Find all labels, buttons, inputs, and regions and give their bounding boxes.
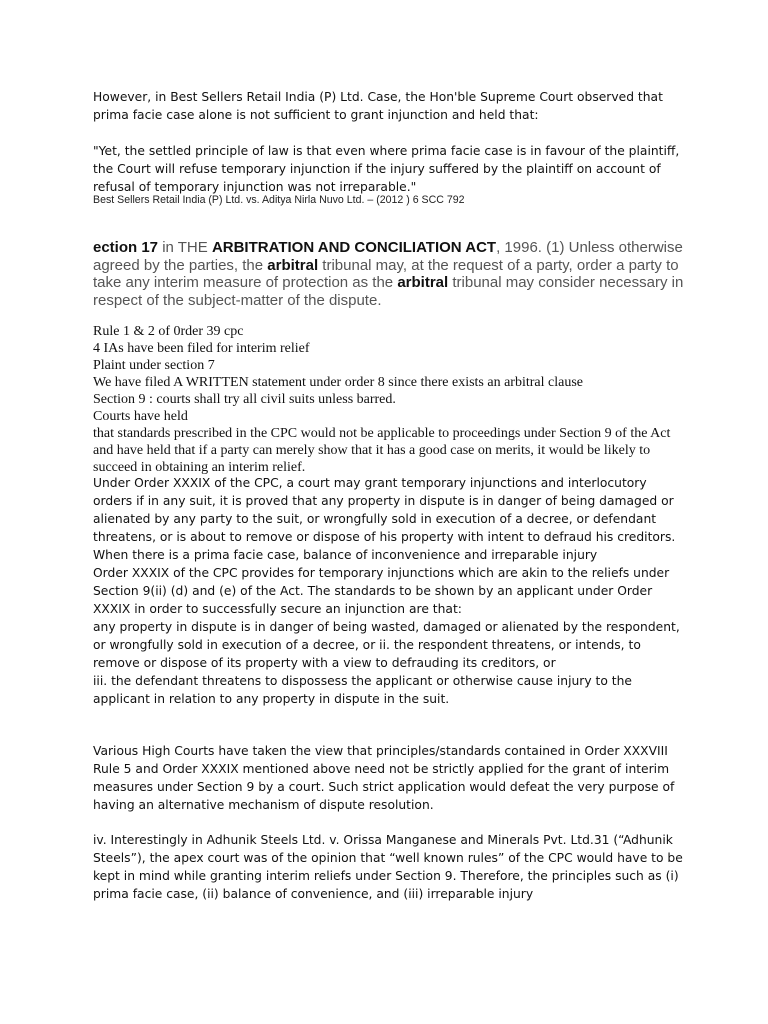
high-courts-text: Various High Courts have taken the view that principles/standards contained in Order XXXVIII Rule 5 and Order XXXIX mentioned above need not be strictly applied for the grant of interim measures under Section 9 by a court. Such strict application would defeat the very purpose of having an alternative mechanism of dispute resolution. xyxy=(93,744,675,812)
note-line: Rule 1 & 2 of 0rder 39 cpc xyxy=(93,324,244,339)
act-mid-text: tribunal may, at the request of a party, order a party to take any interim measure of protection as the xyxy=(93,256,679,291)
quote-text: "Yet, the settled principle of law is that even where prima facie case is in favour of the plaintiff, the Court will refuse temporary injunction if the injury suffered by the plaintiff on account of refusal of temporary injunction was not irreparable." xyxy=(93,144,680,194)
citation xyxy=(93,194,685,207)
note-line: Section 9 : courts shall try all civil suits unless barred. xyxy=(93,392,396,407)
intro-text: However, in Best Sellers Retail India (P) Ltd. Case, the Hon'ble Supreme Court observed that prima facie case alone is not sufficient to grant injunction and held that: xyxy=(93,90,663,122)
note-line: Plaint under section 7 xyxy=(93,358,215,373)
standard-b-paragraph: iii. the defendant threatens to dispossess the applicant or otherwise cause injury to the applicant in relation to any property in dispute in the suit. xyxy=(93,674,632,706)
notes-block xyxy=(93,323,685,476)
note-line: We have filed A WRITTEN statement under order 8 since there exists an arbitral clause xyxy=(93,375,583,390)
act-year-clause: , 1996. (1) Unless otherwise agreed by the parties, the xyxy=(93,239,683,274)
note-line: 4 IAs have been filed for interim relief xyxy=(93,341,310,356)
note-line: that standards prescribed in the CPC would not be applicable to proceedings under Section 9 of the Act and have held that if a party can merely show that it has a good case on merits, it would be likely to succeed in obtaining an interim relief. xyxy=(93,426,671,475)
section-heading: ection 17 xyxy=(93,239,159,256)
standard-a-paragraph: any property in dispute is in danger of being wasted, damaged or alienated by the respondent, or wrongfully sold in execution of a decree, or ii. the respondent threatens, or intends, to remove or dispose of its property with a view to defrauding its creditors, or xyxy=(93,620,680,670)
order-39-section xyxy=(93,474,685,708)
order-39-paragraph: Under Order XXXIX of the CPC, a court may grant temporary injunctions and interlocutory orders if in any suit, it is proved that any property in dispute is in danger of being damaged or alienated by any party to the suit, or wrongfully sold in execution of a decree, or defendant threatens, or is about to remove or dispose of his property with intent to defraud his creditors. When there is a prima facie case, balance of inconvenience and irreparable injury xyxy=(93,476,676,562)
act-section-paragraph xyxy=(93,239,685,309)
act-name: ARBITRATION AND CONCILIATION ACT xyxy=(211,239,497,256)
quote-paragraph xyxy=(93,142,685,196)
high-courts-paragraph xyxy=(93,742,685,814)
intro-paragraph xyxy=(93,88,685,124)
note-line: Courts have held xyxy=(93,409,188,424)
act-in-the: in THE xyxy=(158,239,212,256)
arbitral-keyword: arbitral xyxy=(267,256,319,274)
arbitral-keyword: arbitral xyxy=(397,274,449,291)
act-end-text: tribunal may consider necessary in respect of the subject-matter of the dispute. xyxy=(93,274,684,309)
adhunik-paragraph xyxy=(93,831,685,903)
adhunik-text: iv. Interestingly in Adhunik Steels Ltd. v. Orissa Manganese and Minerals Pvt. Ltd.31 (“Adhunik Steels”), the apex court was of the opinion that “well known rules” of the CPC would have to be kept in mind while granting interim reliefs under Section 9. Therefore, the principles such as (i) prima facie case, (ii) balance of convenience, and (iii) irreparable injury xyxy=(93,833,683,901)
citation-text: Best Sellers Retail India (P) Ltd. vs. Aditya Nirla Nuvo Ltd. – (2012 ) 6 SCC 792 xyxy=(93,194,465,206)
order-39-reliefs-paragraph: Order XXXIX of the CPC provides for temporary injunctions which are akin to the reliefs under Section 9(ii) (d) and (e) of the Act. The standards to be shown by an applicant under Order XXXIX in order to successfully secure an injunction are that: xyxy=(93,566,670,616)
